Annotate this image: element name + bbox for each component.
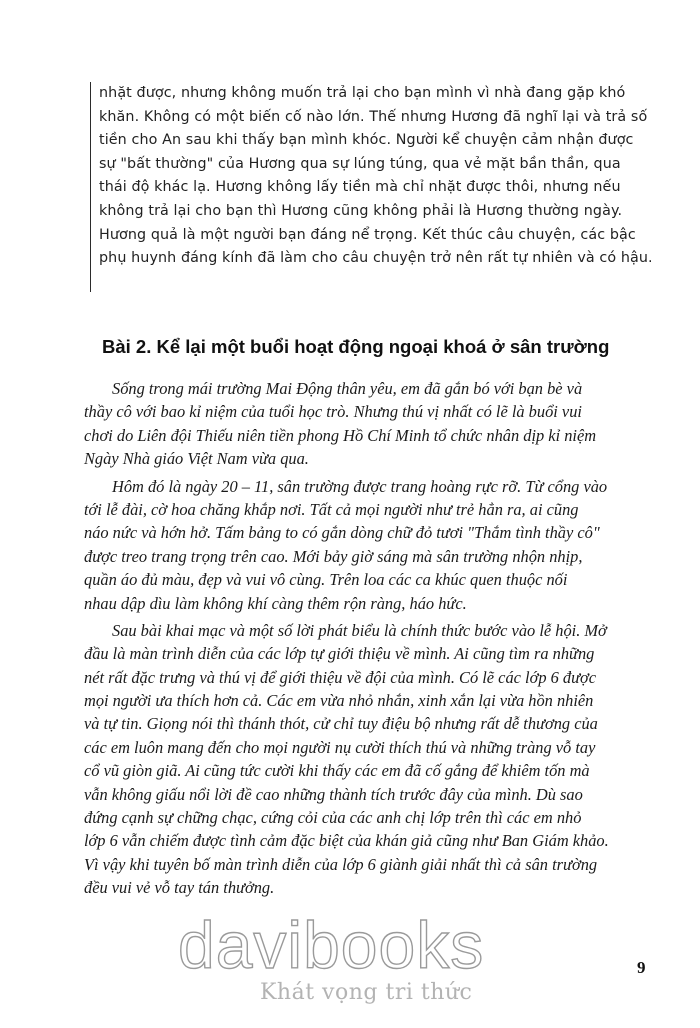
commentary-box xyxy=(90,82,656,292)
essay-line: náo nức và hớn hở. Tấm bảng to có gắn dòng chữ đỏ tươi "Thắm tình thầy cô" xyxy=(84,523,600,543)
essay-line: mọi người ưa thích hơn cả. Các em vừa nhỏ nhắn, xinh xắn lại vừa hồn nhiên xyxy=(84,691,594,711)
commentary-line: nhặt được, nhưng không muốn trả lại cho bạn mình vì nhà đang gặp khó xyxy=(99,85,626,101)
essay-line: và tự tin. Giọng nói thì thánh thót, cử chỉ tuy điệu bộ nhưng rất dễ thương của xyxy=(84,714,598,734)
essay-line: quần áo đủ màu, đẹp và vui vô cùng. Trên loa các ca khúc quen thuộc nối xyxy=(84,570,568,590)
watermark-brand: davibooks xyxy=(178,908,485,982)
essay-line: Ngày Nhà giáo Việt Nam vừa qua. xyxy=(84,449,309,469)
commentary-line: khăn. Không có một biến cố nào lớn. Thế nhưng Hương đã nghĩ lại và trả số xyxy=(99,108,648,125)
commentary-line: sự "bất thường" của Hương qua sự lúng túng, qua vẻ mặt bần thần, qua xyxy=(99,155,621,172)
essay-line: thầy cô với bao kỉ niệm của tuổi học trò. Nhưng thú vị nhất có lẽ là buổi vui xyxy=(84,402,582,422)
essay-paragraph xyxy=(84,619,674,900)
essay-line: đầu là màn trình diễn của các lớp tự giới thiệu về mình. Ai cũng tìm ra những xyxy=(84,644,595,664)
essay-line: Sống trong mái trường Mai Động thân yêu, em đã gắn bó với bạn bè và xyxy=(112,379,583,398)
commentary-line: phụ huynh đáng kính đã làm cho câu chuyện trở nên rất tự nhiên và có hậu. xyxy=(99,250,653,267)
essay-line: lớp 6 vẫn chiếm được tình cảm đặc biệt của khán giả cũng như Ban Giám khảo. xyxy=(84,831,609,851)
page-number: 9 xyxy=(637,958,646,977)
essay-line: cổ vũ giòn giã. Ai cũng tức cười khi thấy các em đã cố gắng để khiêm tốn mà xyxy=(84,761,590,781)
watermark-logo xyxy=(178,910,578,1020)
essay-line: được treo trang trọng trên cao. Mới bảy giờ sáng mà sân trường nhộn nhịp, xyxy=(84,546,583,566)
essay-paragraph xyxy=(84,475,674,615)
watermark-slogan: Khát vọng tri thức xyxy=(260,980,473,1005)
essay-line: các em luôn mang đến cho mọi người nụ cười thích thú và những tràng vỗ tay xyxy=(84,737,596,757)
essay-line: đứng cạnh sự chững chạc, cứng cỏi của các anh chị lớp trên thì các em nhỏ xyxy=(84,808,582,828)
essay-line: nét rất đặc trưng và thú vị để giới thiệu về đội của mình. Có lẽ các lớp 6 được xyxy=(84,667,597,687)
essay-line: Vì vậy khi tuyên bố màn trình diễn của lớp 6 giành giải nhất thì cả sân trường xyxy=(84,854,598,874)
essay-line: vẫn không giấu nổi lời đề cao những thành tích trước đây của mình. Dù sao xyxy=(84,784,583,804)
exercise-heading: Bài 2. Kể lại một buổi hoạt động ngoại khoá ở sân trường xyxy=(102,336,610,357)
commentary-line: Hương quả là một người bạn đáng nể trọng. Kết thúc câu chuyện, các bậc xyxy=(99,226,636,243)
essay-line: Sau bài khai mạc và một số lời phát biểu là chính thức bước vào lễ hội. Mở xyxy=(112,620,607,640)
commentary-line: không trả lại cho bạn thì Hương cũng không phải là Hương thường ngày. xyxy=(99,202,623,219)
essay-line: nhau dập dìu làm không khí càng thêm rộn ràng, háo hức. xyxy=(84,593,467,613)
essay-line: đều vui vẻ vỗ tay tán thưởng. xyxy=(84,878,275,898)
essay-line: chơi do Liên đội Thiếu niên tiền phong Hồ Chí Minh tổ chức nhân dịp kỉ niệm xyxy=(84,425,597,445)
commentary-line: thái độ khác lạ. Hương không lấy tiền mà chỉ nhặt được thôi, nhưng nếu xyxy=(99,179,621,196)
essay-body xyxy=(84,377,674,904)
essay-line: tới lễ đài, cờ hoa chăng khắp nơi. Tất cả mọi người như trẻ hẳn ra, ai cũng xyxy=(84,499,579,519)
essay-paragraph xyxy=(84,377,674,471)
commentary-line: tiền cho An sau khi thấy bạn mình khóc. Người kể chuyện cảm nhận được xyxy=(99,132,634,149)
essay-line: Hôm đó là ngày 20 – 11, sân trường được trang hoàng rực rỡ. Từ cổng vào xyxy=(112,476,608,496)
